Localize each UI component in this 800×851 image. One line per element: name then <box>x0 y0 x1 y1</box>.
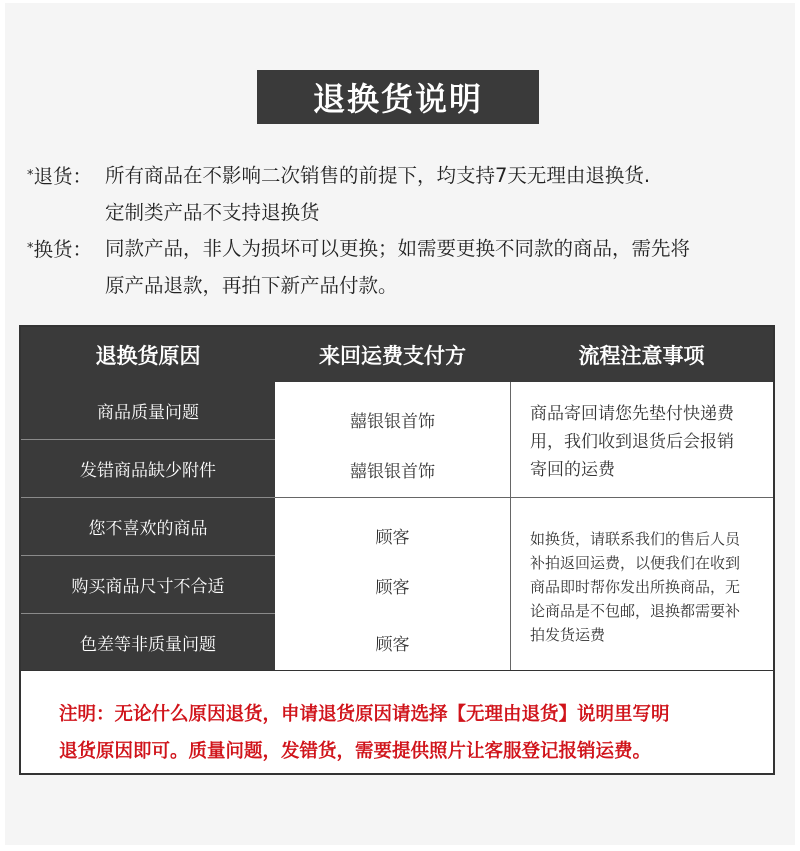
group-divider <box>275 497 773 498</box>
exchange-text-line2: 原产品退款，再拍下新产品付款。 <box>105 274 398 297</box>
return-policy-row <box>27 158 690 195</box>
note-quality-issue: 商品寄回请您先垫付快递费 用，我们收到退货后会报销 寄回的运费 <box>530 404 734 480</box>
exchange-text: 同款产品，非人为损坏可以更换；如需要更换不同款的商品，需先将 <box>105 237 691 260</box>
asterisk-marker: * <box>27 168 34 183</box>
payer-cell: 顾客 <box>375 634 410 655</box>
asterisk-marker: * <box>27 241 34 256</box>
header-reason: 退换货原因 <box>21 327 275 382</box>
note-customer-return: 如换货，请联系我们的售后人员 补拍返回运费，以便我们在收到 商品即时帮你发出所换商品，无 论商品是不包邮，退换都需要补 拍发货运费 <box>530 530 741 644</box>
return-policy-page <box>5 3 795 845</box>
reason-cell: 您不喜欢的商品 <box>21 498 275 555</box>
reason-cell: 购买商品尺寸不合适 <box>21 556 275 613</box>
header-payer: 来回运费支付方 <box>275 327 510 382</box>
return-label: 退货： <box>33 165 93 188</box>
reason-cell: 发错商品缺少附件 <box>21 440 275 497</box>
exchange-label: 换货： <box>33 238 93 261</box>
reason-cell: 色差等非质量问题 <box>21 614 275 670</box>
column-divider <box>510 382 511 670</box>
reason-cell: 商品质量问题 <box>21 382 275 439</box>
page-title: 退换货说明 <box>257 70 539 124</box>
return-table <box>19 325 775 775</box>
policy-section <box>27 158 690 304</box>
return-text-line2: 定制类产品不支持退换货 <box>105 201 320 224</box>
payer-cell: 顾客 <box>375 577 410 598</box>
payer-cell: 囍银银首饰 <box>350 411 435 432</box>
return-text: 所有商品在不影响二次销售的前提下，均支持7天无理由退换货. <box>105 164 651 187</box>
payer-cell: 顾客 <box>375 527 410 548</box>
footer-divider <box>21 670 773 671</box>
payer-cell: 囍银银首饰 <box>350 461 435 482</box>
header-notes: 流程注意事项 <box>510 327 773 382</box>
exchange-policy-row <box>27 231 690 268</box>
footer-note: 注明：无论什么原因退货，申请退货原因请选择【无理由退货】说明里写明 退货原因即可。质量问题，发错货，需要提供照片让客服登记报销运费。 <box>59 704 670 762</box>
